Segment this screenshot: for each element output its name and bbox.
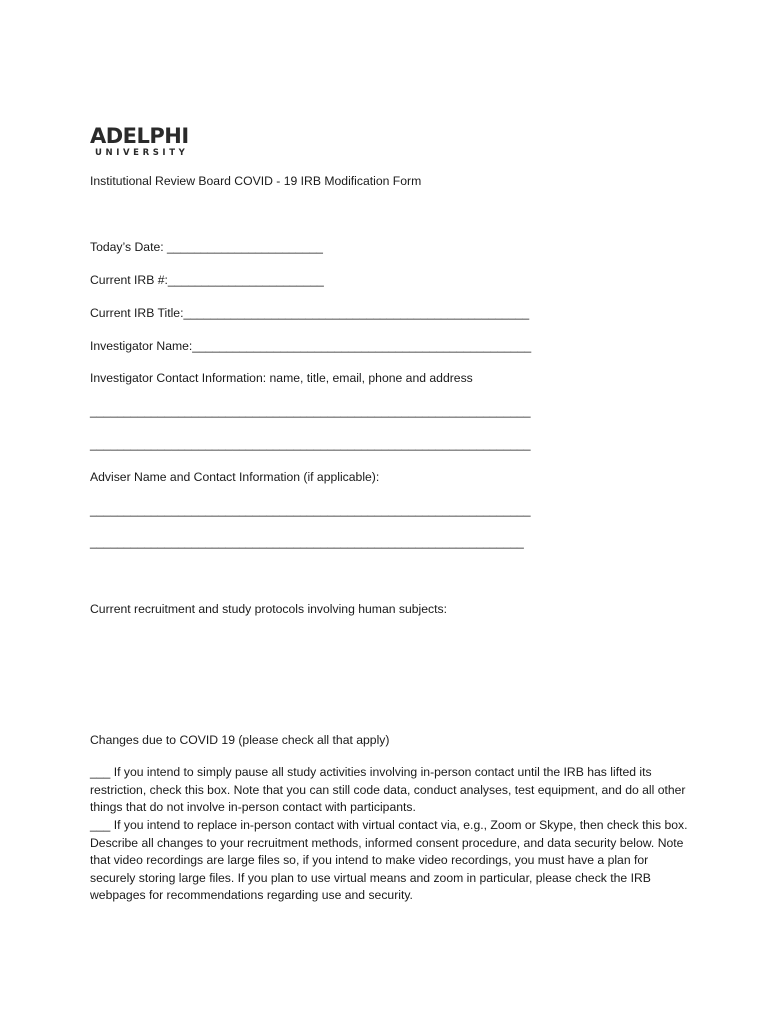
current-irb-number-field: Current IRB #:_______________________ [90, 273, 324, 287]
investigator-contact-label: Investigator Contact Information: name, title, email, phone and address [90, 371, 473, 385]
todays-date-field: Today’s Date: _______________________ [90, 240, 323, 254]
investigator-name-field: Investigator Name:__________________________________________________ [90, 339, 532, 353]
changes-heading: Changes due to COVID 19 (please check all that apply) [90, 733, 390, 747]
current-protocols-heading: Current recruitment and study protocols involving human subjects: [90, 602, 447, 616]
adviser-blank-2: ________________________________________________________________ [90, 535, 524, 549]
current-irb-title-field: Current IRB Title:___________________________________________________ [90, 306, 530, 320]
adviser-blank-1: _________________________________________________________________ [90, 503, 531, 517]
option-pause-paragraph: ___ If you intend to simply pause all study activities involving in-person contact until the IRB has lifted its restriction, check this box. Note that you can still code data, conduct analyses, test equipment, and do all other things that do not involve in-person contact with participants. [90, 765, 686, 815]
logo-subtitle: UNIVERSITY [95, 148, 189, 158]
logo-wordmark: ADELPHI [90, 124, 189, 148]
option-virtual-paragraph: ___ If you intend to replace in-person contact with virtual contact via, e.g., Zoom or Skype, then check this box. Describe all changes to your recruitment methods, informed consent procedure, and data security below. Note that video recordings are large files so, if you intend to make video recordings, you must have a plan for securely storing large files. If you plan to use virtual means and zoom in particular, please check the IRB webpages for recommendations regarding use and security. [90, 818, 688, 903]
form-title: Institutional Review Board COVID - 19 IRB Modification Form [90, 174, 422, 188]
adviser-label: Adviser Name and Contact Information (if applicable): [90, 470, 380, 484]
investigator-contact-blank-2: _________________________________________________________________ [90, 437, 531, 451]
investigator-contact-blank-1: _________________________________________________________________ [90, 404, 531, 418]
